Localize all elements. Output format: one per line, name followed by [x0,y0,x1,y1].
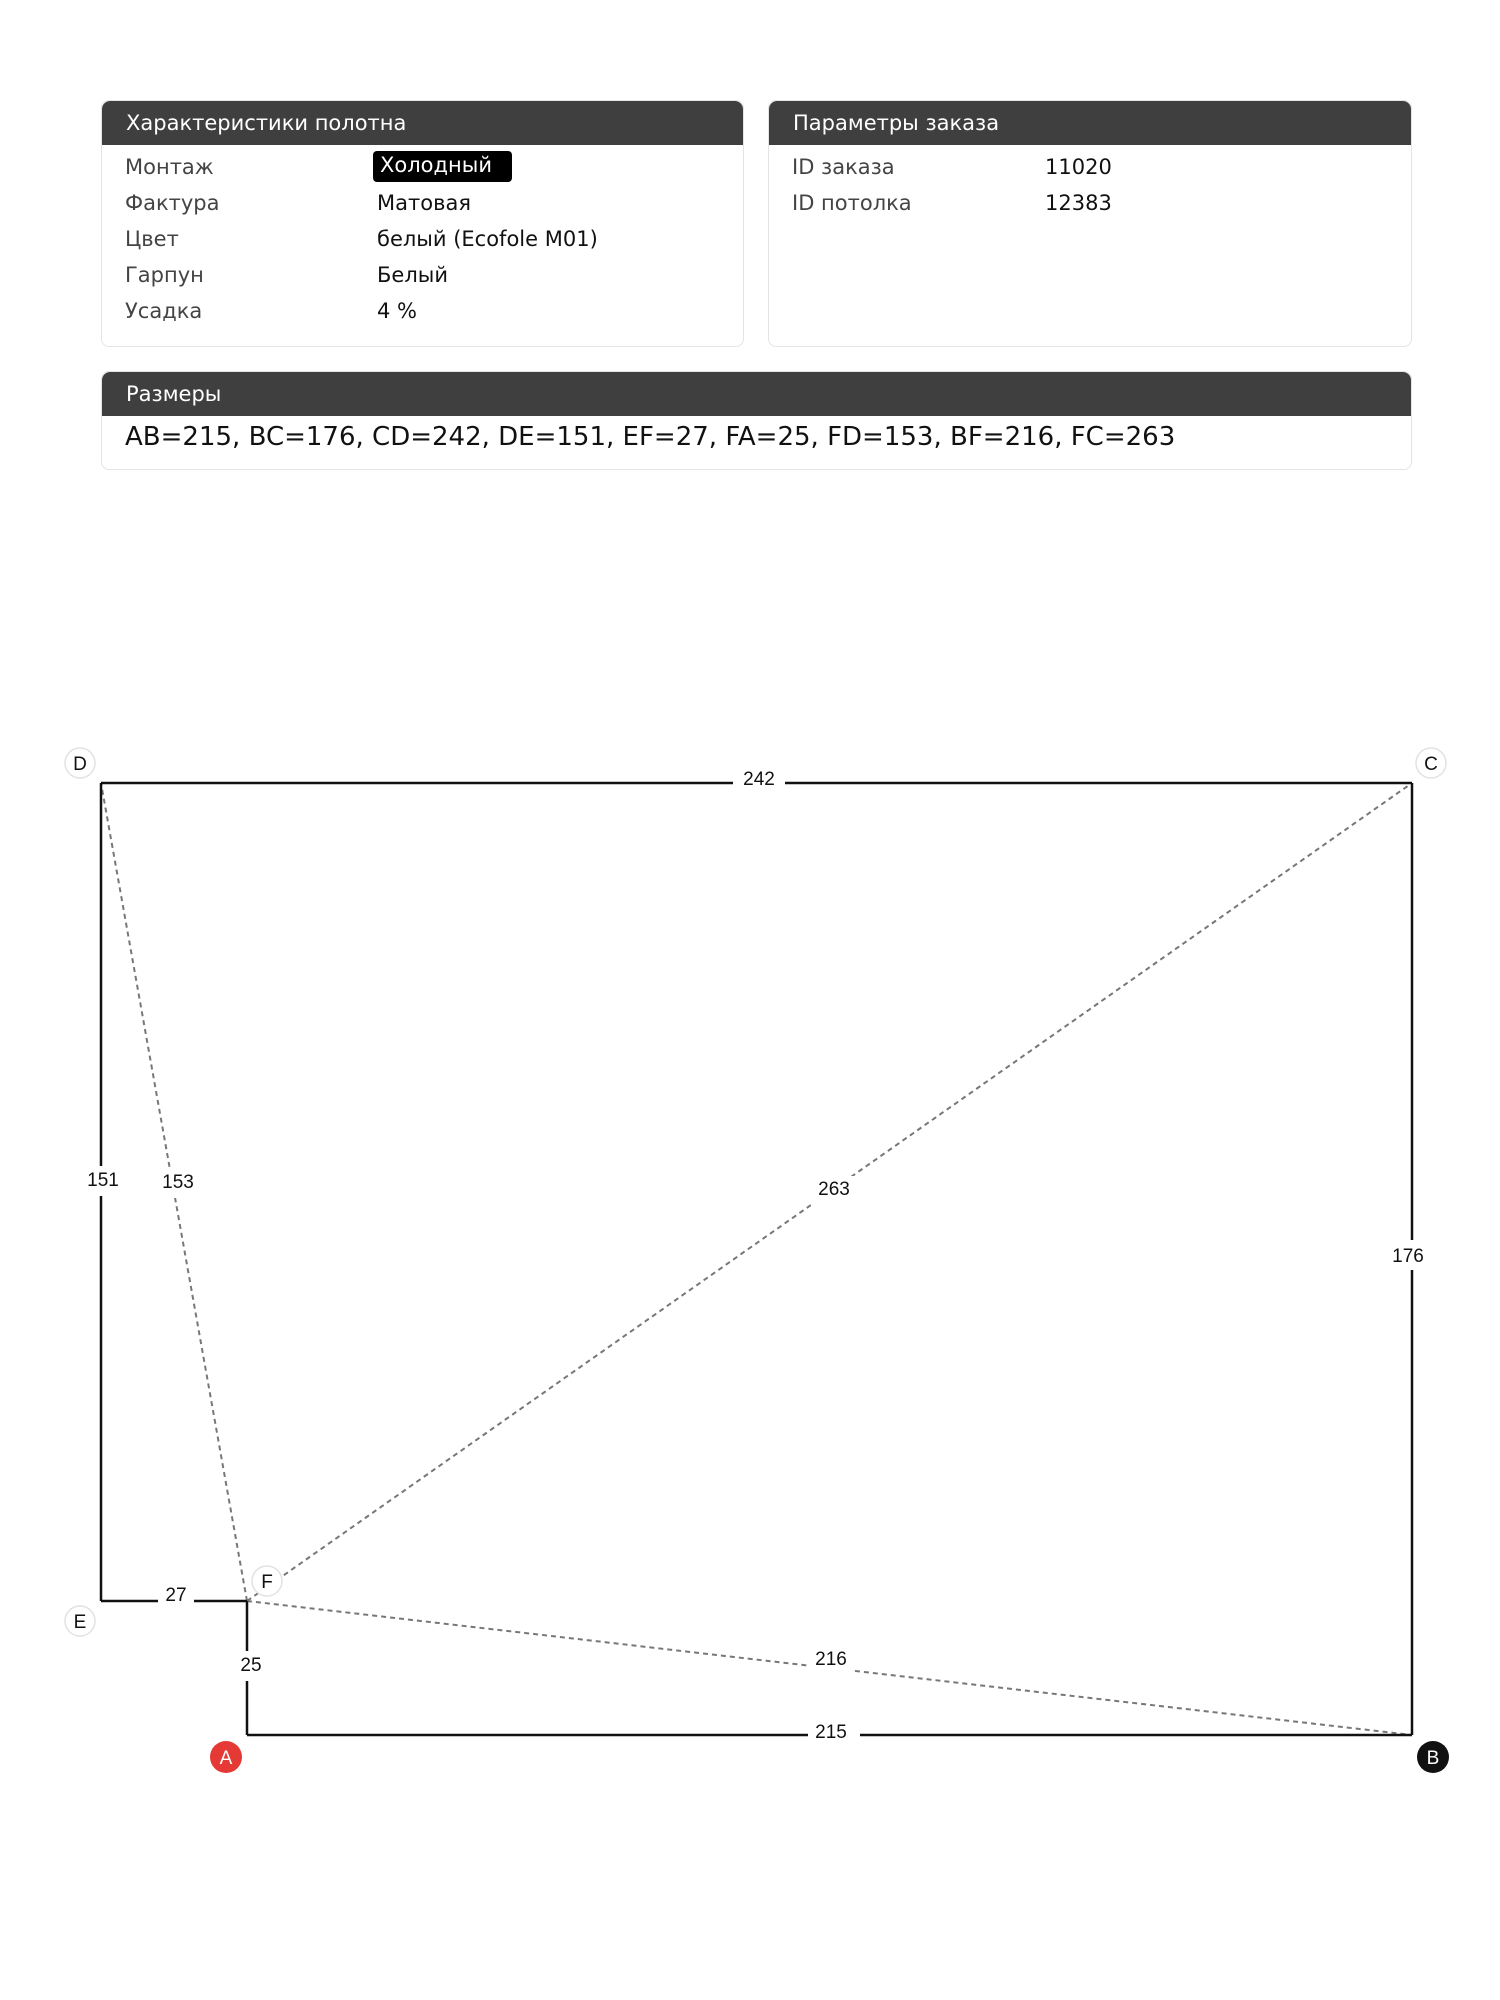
specs-card-title: Характеристики полотна [102,101,743,145]
point-a-marker [210,1741,242,1773]
spec-value: 4 % [377,299,417,323]
sizes-card-title: Размеры [102,372,1411,416]
label-ef: 27 [165,1585,187,1606]
order-label: ID потолка [792,191,912,215]
sizes-summary: AB=215, BC=176, CD=242, DE=151, EF=27, FA=25, FD=153, BF=216, FC=263 [125,422,1176,452]
label-fc: 263 [818,1179,850,1200]
spec-value: Белый [377,263,448,287]
label-cd: 242 [743,769,775,790]
point-e-marker [65,1606,95,1636]
point-e-label: E [73,1612,87,1633]
order-value: 12383 [1045,191,1112,215]
order-label: ID заказа [792,155,895,179]
spec-label: Гарпун [125,263,204,287]
spec-label: Фактура [125,191,220,215]
point-b-marker [1417,1741,1449,1773]
label-fd: 153 [162,1172,194,1193]
label-ab: 215 [815,1722,847,1743]
point-b-label: B [1426,1748,1440,1769]
mounting-badge: Холодный [373,151,512,182]
spec-value: белый (Ecofole M01) [377,227,598,251]
label-de: 151 [87,1170,119,1191]
point-c-marker [1416,748,1446,778]
label-fa: 25 [240,1655,262,1676]
label-bf: 216 [815,1649,847,1670]
order-card-title: Параметры заказа [769,101,1411,145]
point-c-label: C [1424,754,1438,775]
spec-label: Цвет [125,227,179,251]
point-f-marker [252,1566,282,1596]
order-value: 11020 [1045,155,1112,179]
label-bc: 176 [1392,1246,1424,1267]
spec-label: Усадка [125,299,203,323]
point-d-marker [65,748,95,778]
spec-value: Матовая [377,191,471,215]
spec-label: Монтаж [125,155,214,179]
point-d-label: D [73,754,87,775]
point-f-label: F [261,1572,273,1593]
point-a-label: A [219,1748,233,1769]
